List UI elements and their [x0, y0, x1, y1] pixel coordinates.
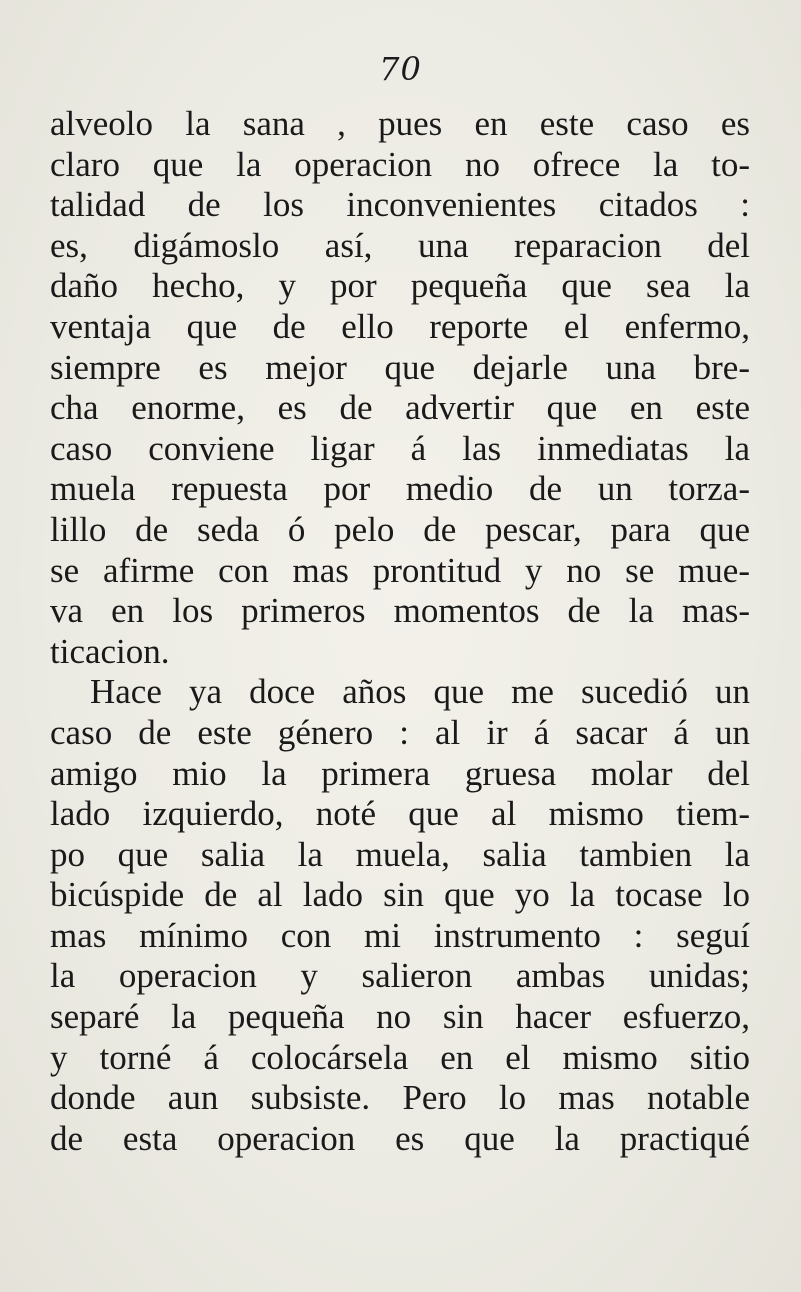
paragraph-end-line: ticacion. — [50, 631, 170, 671]
text-line: muela repuesta por medio de un torza- — [50, 469, 750, 509]
text-line: daño hecho, y por pequeña que sea la — [50, 266, 750, 306]
text-line: lillo de seda ó pelo de pescar, para que — [50, 509, 750, 549]
text-line: po que salia la muela, salia tambien la — [50, 834, 750, 874]
text-line: va en los primeros momentos de la mas- — [50, 591, 750, 631]
paragraph-start-line: Hace ya doce años que me sucedió un — [90, 672, 750, 712]
text-line: talidad de los inconvenientes citados : — [50, 185, 750, 225]
text-line: bicúspide de al lado sin que yo la tocase lo — [50, 875, 750, 915]
page-number: 70 — [379, 50, 422, 88]
text-line: siempre es mejor que dejarle una bre- — [50, 347, 750, 387]
text-line: ventaja que de ello reporte el enfermo, — [50, 306, 750, 346]
text-line: caso conviene ligar á las inmediatas la — [50, 428, 750, 468]
text-line: amigo mio la primera gruesa molar del — [50, 753, 750, 793]
body-text — [50, 104, 750, 1159]
text-line: es, digámoslo así, una reparacion del — [50, 225, 750, 265]
text-line: lado izquierdo, noté que al mismo tiem- — [50, 794, 750, 834]
text-line: se afirme con mas prontitud y no se mue- — [50, 550, 750, 590]
text-line: y torné á colocársela en el mismo sitio — [50, 1037, 750, 1077]
text-line: alveolo la sana , pues en este caso es — [50, 104, 750, 143]
text-line: la operacion y salieron ambas unidas; — [50, 956, 750, 996]
text-line: de esta operacion es que la practiqué — [50, 1118, 750, 1158]
text-line: mas mínimo con mi instrumento : seguí — [50, 915, 750, 955]
text-line: separé la pequeña no sin hacer esfuerzo, — [50, 997, 750, 1037]
text-line: cha enorme, es de advertir que en este — [50, 388, 750, 428]
text-line: donde aun subsiste. Pero lo mas notable — [50, 1078, 750, 1118]
text-line: caso de este género : al ir á sacar á un — [50, 712, 750, 752]
text-line: claro que la operacion no ofrece la to- — [50, 144, 750, 184]
